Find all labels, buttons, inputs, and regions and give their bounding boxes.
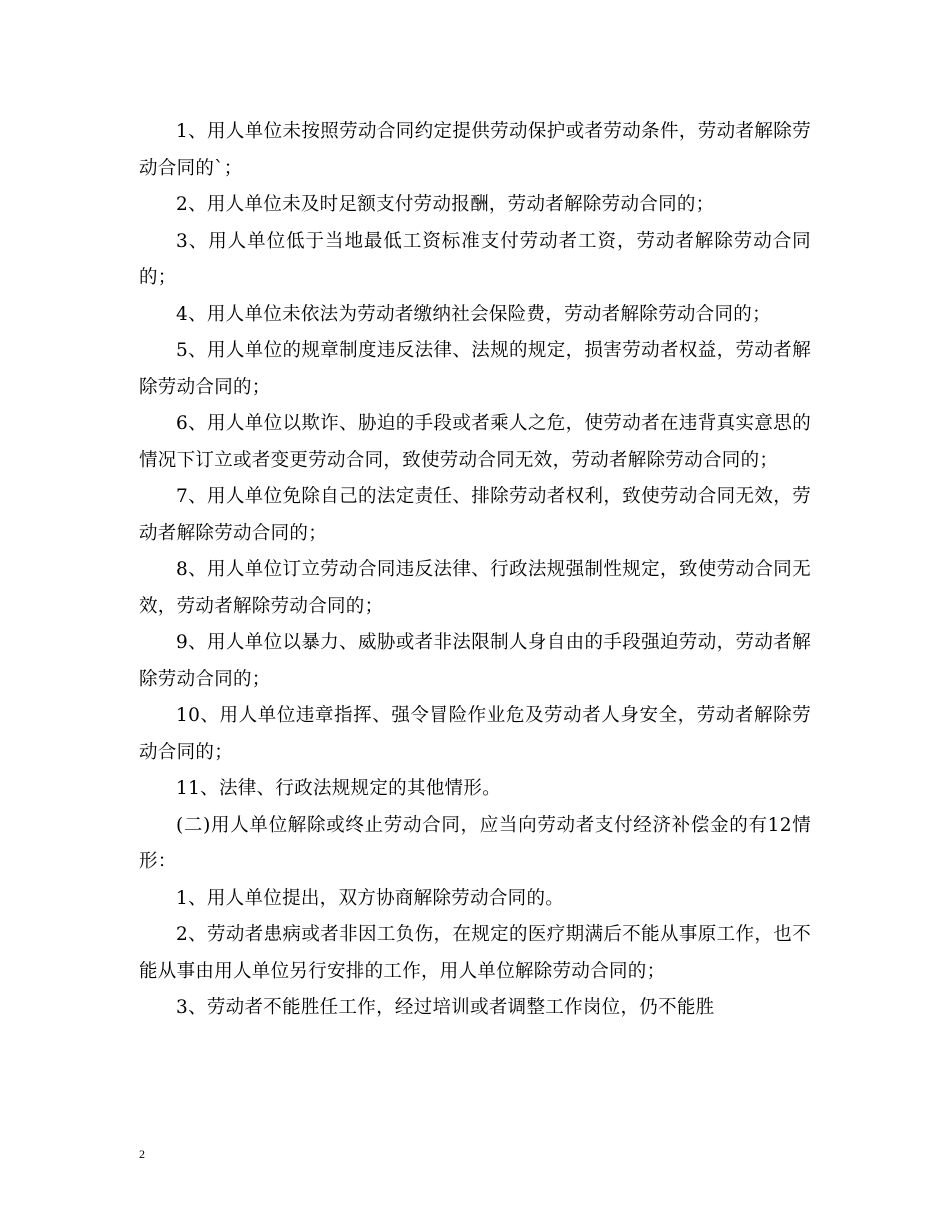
compensation-item-1: 1、用人单位提出，双方协商解除劳动合同的。 — [176, 887, 565, 909]
section-heading-compensation: (二)用人单位解除或终止劳动合同，应当向劳动者支付经济补偿金的有12情形： — [139, 814, 811, 872]
paragraph-item-7: 7、用人单位免除自己的法定责任、排除劳动者权利，致使劳动合同无效，劳动者解除劳动合同的； — [139, 486, 811, 544]
paragraph-item-5: 5、用人单位的规章制度违反法律、法规的规定，损害劳动者权益，劳动者解除劳动合同的； — [139, 340, 811, 398]
paragraph-item-11: 11、法律、行政法规规定的其他情形。 — [176, 778, 501, 799]
paragraph-item-10: 10、用人单位违章指挥、强令冒险作业危及劳动者人身安全，劳动者解除劳动合同的； — [139, 705, 811, 763]
paragraph-item-9: 9、用人单位以暴力、威胁或者非法限制人身自由的手段强迫劳动，劳动者解除劳动合同的； — [139, 632, 811, 690]
paragraph-item-2: 2、用人单位未及时足额支付劳动报酬，劳动者解除劳动合同的； — [176, 194, 715, 215]
document-body — [139, 114, 811, 1027]
paragraph-item-4: 4、用人单位未依法为劳动者缴纳社会保险费，劳动者解除劳动合同的； — [176, 303, 771, 325]
page-number: 2 — [139, 1147, 145, 1161]
paragraph-item-1: 1、用人单位未按照劳动合同约定提供劳动保护或者劳动条件，劳动者解除劳动合同的`； — [139, 121, 811, 179]
paragraph-item-6: 6、用人单位以欺诈、胁迫的手段或者乘人之危，使劳动者在违背真实意思的情况下订立或者变更劳动合同，致使劳动合同无效，劳动者解除劳动合同的； — [139, 413, 811, 471]
paragraph-item-8: 8、用人单位订立劳动合同违反法律、行政法规强制性规定，致使劳动合同无效，劳动者解除劳动合同的； — [139, 559, 811, 617]
compensation-item-2: 2、劳动者患病或者非因工负伤，在规定的医疗期满后不能从事原工作，也不能从事由用人单位另行安排的工作，用人单位解除劳动合同的； — [139, 924, 811, 982]
paragraph-item-3: 3、用人单位低于当地最低工资标准支付劳动者工资，劳动者解除劳动合同的； — [139, 230, 811, 288]
compensation-item-3: 3、劳动者不能胜任工作，经过培训或者调整工作岗位，仍不能胜 — [176, 997, 715, 1018]
